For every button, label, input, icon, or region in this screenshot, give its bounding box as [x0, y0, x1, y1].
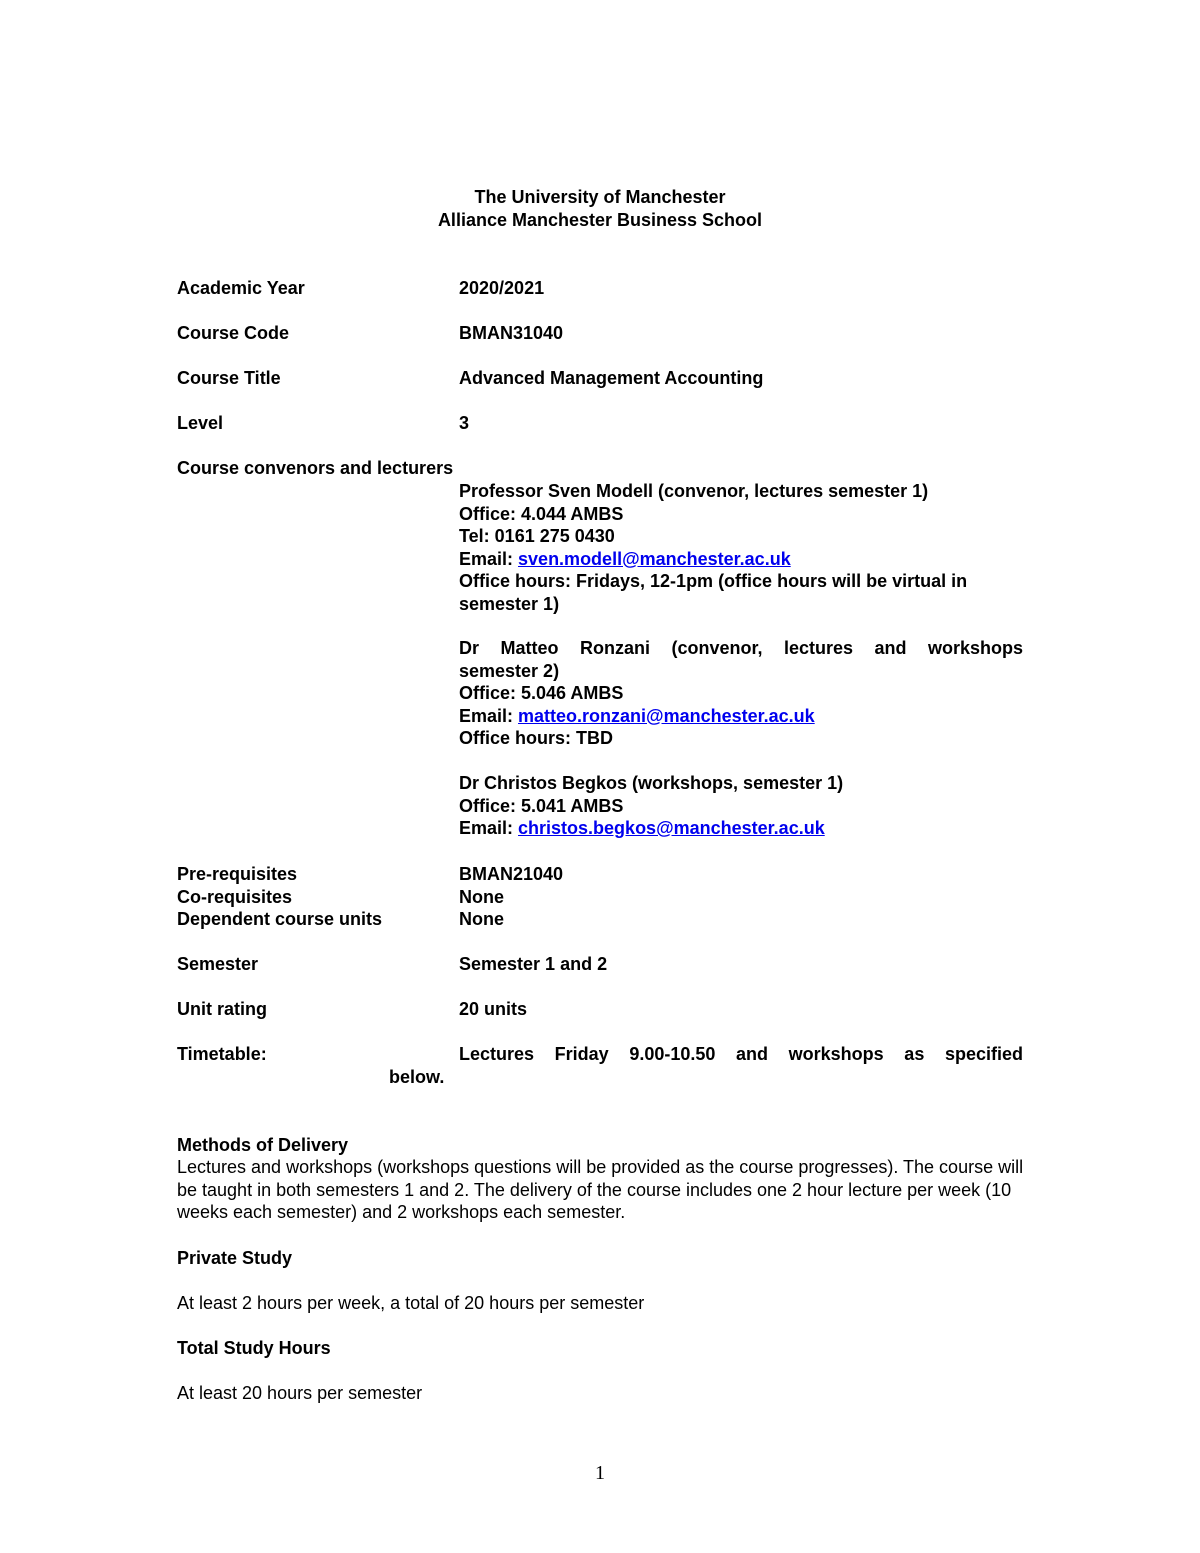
- page-number: 1: [595, 1462, 605, 1484]
- prerequisites-value: BMAN21040: [459, 864, 564, 884]
- email-label: Email:: [459, 818, 519, 838]
- email-link-begkos[interactable]: christos.begkos@manchester.ac.uk: [518, 818, 825, 838]
- lecturer-office: Office: 4.044 AMBS: [459, 503, 624, 524]
- lecturer-office: Office: 5.046 AMBS: [459, 683, 624, 703]
- lecturer-email-line: [459, 705, 1023, 728]
- lecturer-name: Dr Matteo Ronzani (convenor, lectures and workshops: [459, 638, 1023, 658]
- course-code-value: BMAN31040: [459, 323, 564, 343]
- course-code-label: Course Code: [177, 323, 290, 343]
- university-name: The University of Manchester: [474, 187, 726, 207]
- timetable-value-cont: below.: [389, 1067, 445, 1087]
- lecturer-email-line: [459, 548, 1023, 571]
- email-link-modell[interactable]: sven.modell@manchester.ac.uk: [518, 548, 791, 569]
- course-title-label: Course Title: [177, 368, 281, 388]
- lecturer-email-line: [459, 817, 1023, 840]
- email-label: Email:: [459, 705, 519, 726]
- convenors-label: Course convenors and lecturers: [177, 458, 454, 478]
- private-study-text: At least 2 hours per week, a total of 20 hours per semester: [177, 1293, 645, 1313]
- lecturer-hours: Office hours: Fridays, 12-1pm (office hours will be virtual in: [459, 571, 968, 591]
- private-study-heading: Private Study: [177, 1248, 293, 1268]
- corequisites-value: None: [459, 887, 504, 907]
- lecturer-hours: Office hours: TBD: [459, 728, 614, 748]
- dependent-label: Dependent course units: [177, 909, 383, 929]
- unit-rating-value: 20 units: [459, 999, 528, 1019]
- email-link-ronzani[interactable]: matteo.ronzani@manchester.ac.uk: [518, 705, 815, 726]
- semester-label: Semester: [177, 954, 259, 974]
- academic-year-label: Academic Year: [177, 278, 305, 298]
- prerequisites-label: Pre-requisites: [177, 864, 298, 884]
- course-title-value: Advanced Management Accounting: [459, 368, 764, 388]
- email-label: Email:: [459, 548, 519, 569]
- total-hours-heading: Total Study Hours: [177, 1338, 331, 1358]
- lecturer-name: Professor Sven Modell (convenor, lectures semester 1): [459, 481, 929, 501]
- unit-rating-label: Unit rating: [177, 999, 267, 1019]
- lecturer-begkos: [459, 772, 1023, 840]
- lecturer-hours-cont: semester 1): [459, 593, 560, 614]
- level-label: Level: [177, 413, 224, 433]
- academic-year-value: 2020/2021: [459, 278, 545, 298]
- lecturer-tel: Tel: 0161 275 0430: [459, 526, 615, 546]
- dependent-value: None: [459, 909, 504, 929]
- lecturer-office: Office: 5.041 AMBS: [459, 795, 624, 816]
- delivery-heading: Methods of Delivery: [177, 1135, 349, 1155]
- timetable-label: Timetable:: [177, 1044, 267, 1064]
- school-name: Alliance Manchester Business School: [437, 210, 763, 230]
- semester-value: Semester 1 and 2: [459, 954, 608, 974]
- delivery-text: Lectures and workshops (workshops questions will be provided as the course progresses). The course will be taught in both semesters 1 and 2. The delivery of the course includes one 2 hour lecture per week (10 weeks each semester) and 2 workshops each semester.: [177, 1157, 1024, 1222]
- lecturer-modell: [459, 480, 1023, 615]
- level-value: 3: [459, 413, 470, 433]
- total-hours-text: At least 20 hours per semester: [177, 1383, 423, 1403]
- lecturer-name: Dr Christos Begkos (workshops, semester 1): [459, 773, 844, 793]
- lecturer-ronzani: [459, 637, 1023, 750]
- corequisites-label: Co-requisites: [177, 887, 293, 907]
- timetable-value: Lectures Friday 9.00-10.50 and workshops as specified: [459, 1044, 1023, 1064]
- lecturer-name-cont: semester 2): [459, 660, 560, 681]
